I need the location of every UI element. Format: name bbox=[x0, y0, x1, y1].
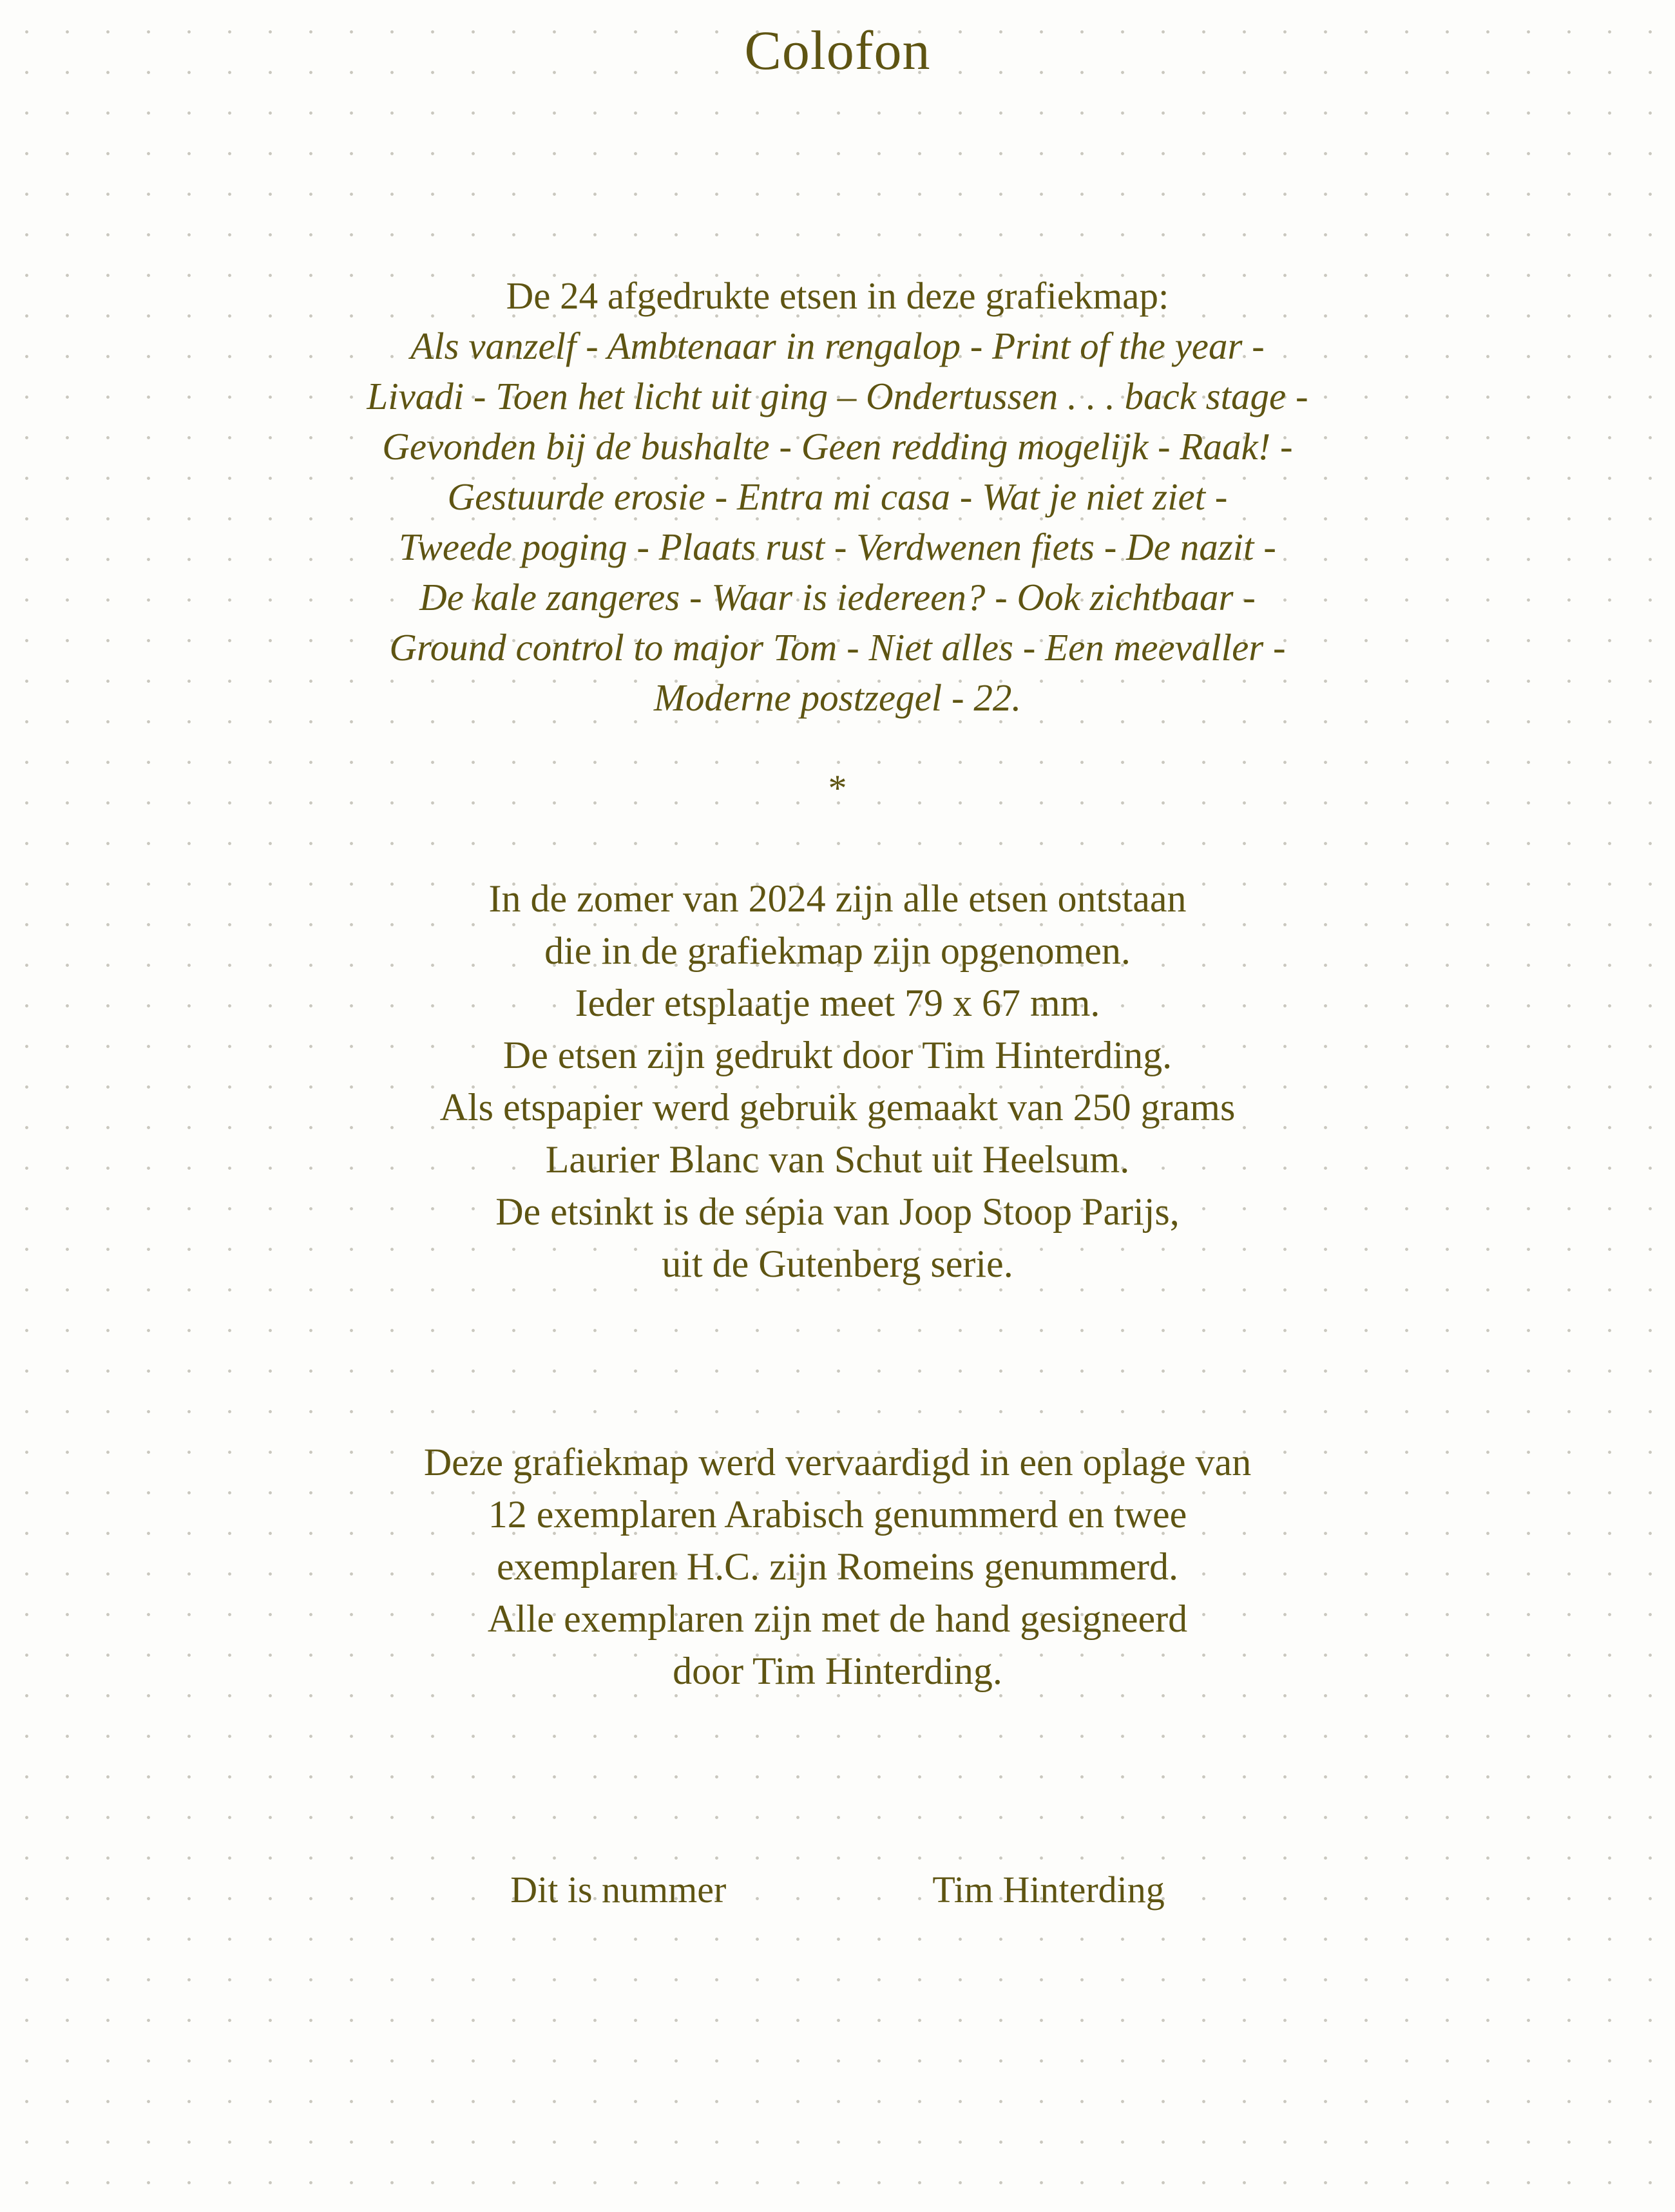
etsen-title-line: Moderne postzegel - 22. bbox=[653, 676, 1022, 719]
production-line: uit de Gutenberg serie. bbox=[662, 1243, 1013, 1285]
production-line: Als etspapier werd gebruik gemaakt van 250 grams bbox=[439, 1086, 1236, 1129]
edition-line: Deze grafiekmap werd vervaardigd in een oplage van bbox=[423, 1441, 1252, 1483]
edition-line: door Tim Hinterding. bbox=[673, 1650, 1002, 1692]
copy-number-label: Dit is nummer bbox=[510, 1869, 727, 1911]
signature-label: Tim Hinterding bbox=[932, 1869, 1165, 1911]
etsen-title-line: De kale zangeres - Waar is iedereen? - Ook zichtbaar - bbox=[419, 576, 1256, 618]
production-line: Laurier Blanc van Schut uit Heelsum. bbox=[545, 1138, 1130, 1181]
etsen-title-line: Tweede poging - Plaats rust - Verdwenen fiets - De nazit - bbox=[399, 526, 1276, 568]
production-notes-block bbox=[0, 873, 1675, 1290]
separator-asterisk: * bbox=[828, 767, 847, 809]
page-title: Colofon bbox=[744, 19, 931, 81]
production-line: die in de grafiekmap zijn opgenomen. bbox=[544, 930, 1131, 972]
edition-line: exemplaren H.C. zijn Romeins genummerd. bbox=[496, 1545, 1179, 1588]
etsen-list-block bbox=[0, 271, 1675, 723]
etsen-title-line: Ground control to major Tom - Niet alles - Een meevaller - bbox=[389, 626, 1286, 669]
etsen-title-line: Gevonden bij de bushalte - Geen redding mogelijk - Raak! - bbox=[382, 425, 1293, 468]
edition-notes-block bbox=[0, 1436, 1675, 1697]
production-line: Ieder etsplaatje meet 79 x 67 mm. bbox=[575, 982, 1100, 1024]
footer bbox=[0, 1868, 1675, 1911]
edition-line: 12 exemplaren Arabisch genummerd en twee bbox=[488, 1493, 1187, 1536]
etsen-title-line: Gestuurde erosie - Entra mi casa - Wat je niet ziet - bbox=[447, 475, 1228, 518]
production-line: In de zomer van 2024 zijn alle etsen ontstaan bbox=[488, 877, 1187, 920]
etsen-title-line: Livadi - Toen het licht uit ging – Ondertussen . . . back stage - bbox=[367, 375, 1308, 417]
etsen-title-line: Als vanzelf - Ambtenaar in rengalop - Print of the year - bbox=[410, 325, 1265, 367]
etsen-intro-line: De 24 afgedrukte etsen in deze grafiekmap: bbox=[506, 274, 1169, 317]
production-line: De etsen zijn gedrukt door Tim Hinterding. bbox=[503, 1034, 1172, 1076]
edition-line: Alle exemplaren zijn met de hand gesigneerd bbox=[487, 1597, 1188, 1640]
production-line: De etsinkt is de sépia van Joop Stoop Parijs, bbox=[495, 1190, 1180, 1233]
